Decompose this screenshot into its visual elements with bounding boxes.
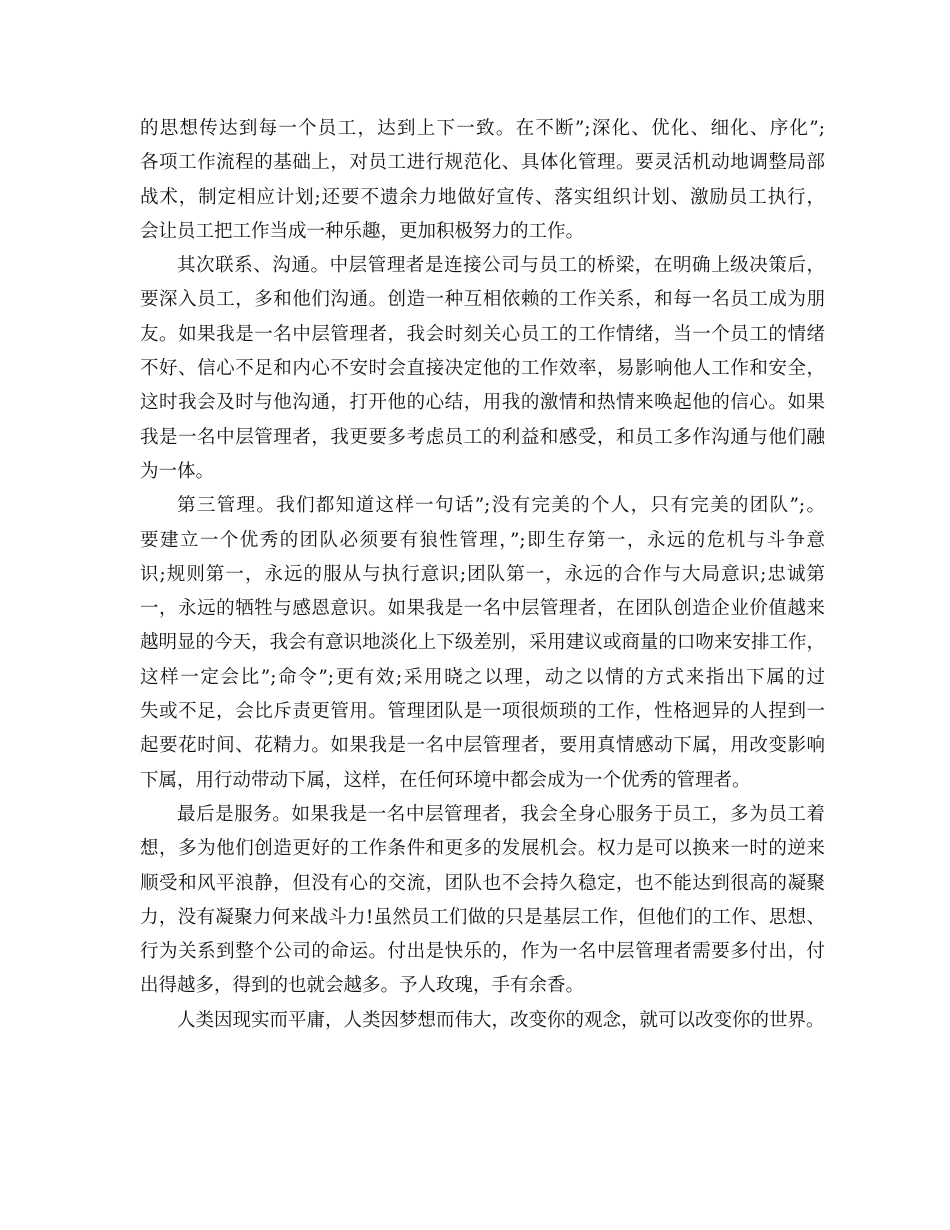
text-line: 友。如果我是一名中层管理者，我会时刻关心员工的工作情绪，当一个员工的情绪	[140, 323, 825, 345]
text-line: 最后是服务。如果我是一名中层管理者，我会全身心服务于员工，多为员工着	[177, 803, 825, 825]
text-line: 不好、信心不足和内心不安时会直接决定他的工作效率，易影响他人工作和安全，	[140, 358, 825, 380]
text-line: 这样一定会比”;命令”;更有效;采用晓之以理，动之以情的方式来指出下属的过	[140, 666, 825, 688]
text-line: 越明显的今天，我会有意识地淡化上下级差别，采用建议或商量的口吻来安排工作，	[140, 632, 825, 654]
text-line: 想，多为他们创造更好的工作条件和更多的发展机会。权力是可以换来一时的逆来	[140, 838, 825, 860]
text-line: 下属，用行动带动下属，这样，在任何环境中都会成为一个优秀的管理者。	[140, 769, 751, 791]
text-line: 其次联系、沟通。中层管理者是连接公司与员工的桥梁，在明确上级决策后，	[177, 255, 825, 277]
text-line: 要建立一个优秀的团队必须要有狼性管理，”;即生存第一，永远的危机与斗争意	[140, 529, 825, 551]
text-line: 失或不足，会比斥责更管用。管理团队是一项很烦琐的工作，性格迥异的人捏到一	[140, 701, 825, 723]
paragraph	[140, 489, 825, 798]
text-line: 第三管理。我们都知道这样一句话”;没有完美的个人，只有完美的团队”;。	[177, 495, 825, 517]
text-line: 起要花时间、花精力。如果我是一名中层管理者，要用真情感动下属，用改变影响	[140, 735, 825, 757]
text-line: 一，永远的牺牲与感恩意识。如果我是一名中层管理者，在团队创造企业价值越来	[140, 598, 825, 620]
text-line: 人类因现实而平庸，人类因梦想而伟大，改变你的观念，就可以改变你的世界。	[177, 1009, 825, 1031]
paragraph	[140, 798, 825, 1004]
text-line: 这时我会及时与他沟通，打开他的心结，用我的激情和热情来唤起他的信心。如果	[140, 392, 825, 414]
text-line: 战术，制定相应计划;还要不遗余力地做好宣传、落实组织计划、激励员工执行，	[140, 186, 825, 208]
text-line: 顺受和风平浪静，但没有心的交流，团队也不会持久稳定，也不能达到很高的凝聚	[140, 872, 825, 894]
text-line: 识;规则第一，永远的服从与执行意识;团队第一，永远的合作与大局意识;忠诚第	[140, 563, 825, 585]
text-line: 出得越多，得到的也就会越多。予人玫瑰，手有余香。	[140, 975, 585, 997]
paragraph	[140, 1004, 825, 1038]
text-line: 为一体。	[140, 460, 215, 482]
paragraph	[140, 112, 825, 249]
text-line: 各项工作流程的基础上，对员工进行规范化、具体化管理。要灵活机动地调整局部	[140, 152, 825, 174]
text-line: 我是一名中层管理者，我更要多考虑员工的利益和感受，和员工多作沟通与他们融	[140, 426, 825, 448]
text-line: 会让员工把工作当成一种乐趣，更加积极努力的工作。	[140, 220, 585, 242]
paragraph	[140, 249, 825, 489]
text-line: 的思想传达到每一个员工，达到上下一致。在不断”;深化、优化、细化、序化”;	[140, 118, 825, 139]
text-line: 要深入员工，多和他们沟通。创造一种互相依赖的工作关系，和每一名员工成为朋	[140, 289, 825, 311]
text-line: 力，没有凝聚力何来战斗力!虽然员工们做的只是基层工作，但他们的工作、思想、	[140, 906, 825, 928]
document-body	[140, 112, 825, 1038]
text-line: 行为关系到整个公司的命运。付出是快乐的，作为一名中层管理者需要多付出，付	[140, 941, 825, 963]
